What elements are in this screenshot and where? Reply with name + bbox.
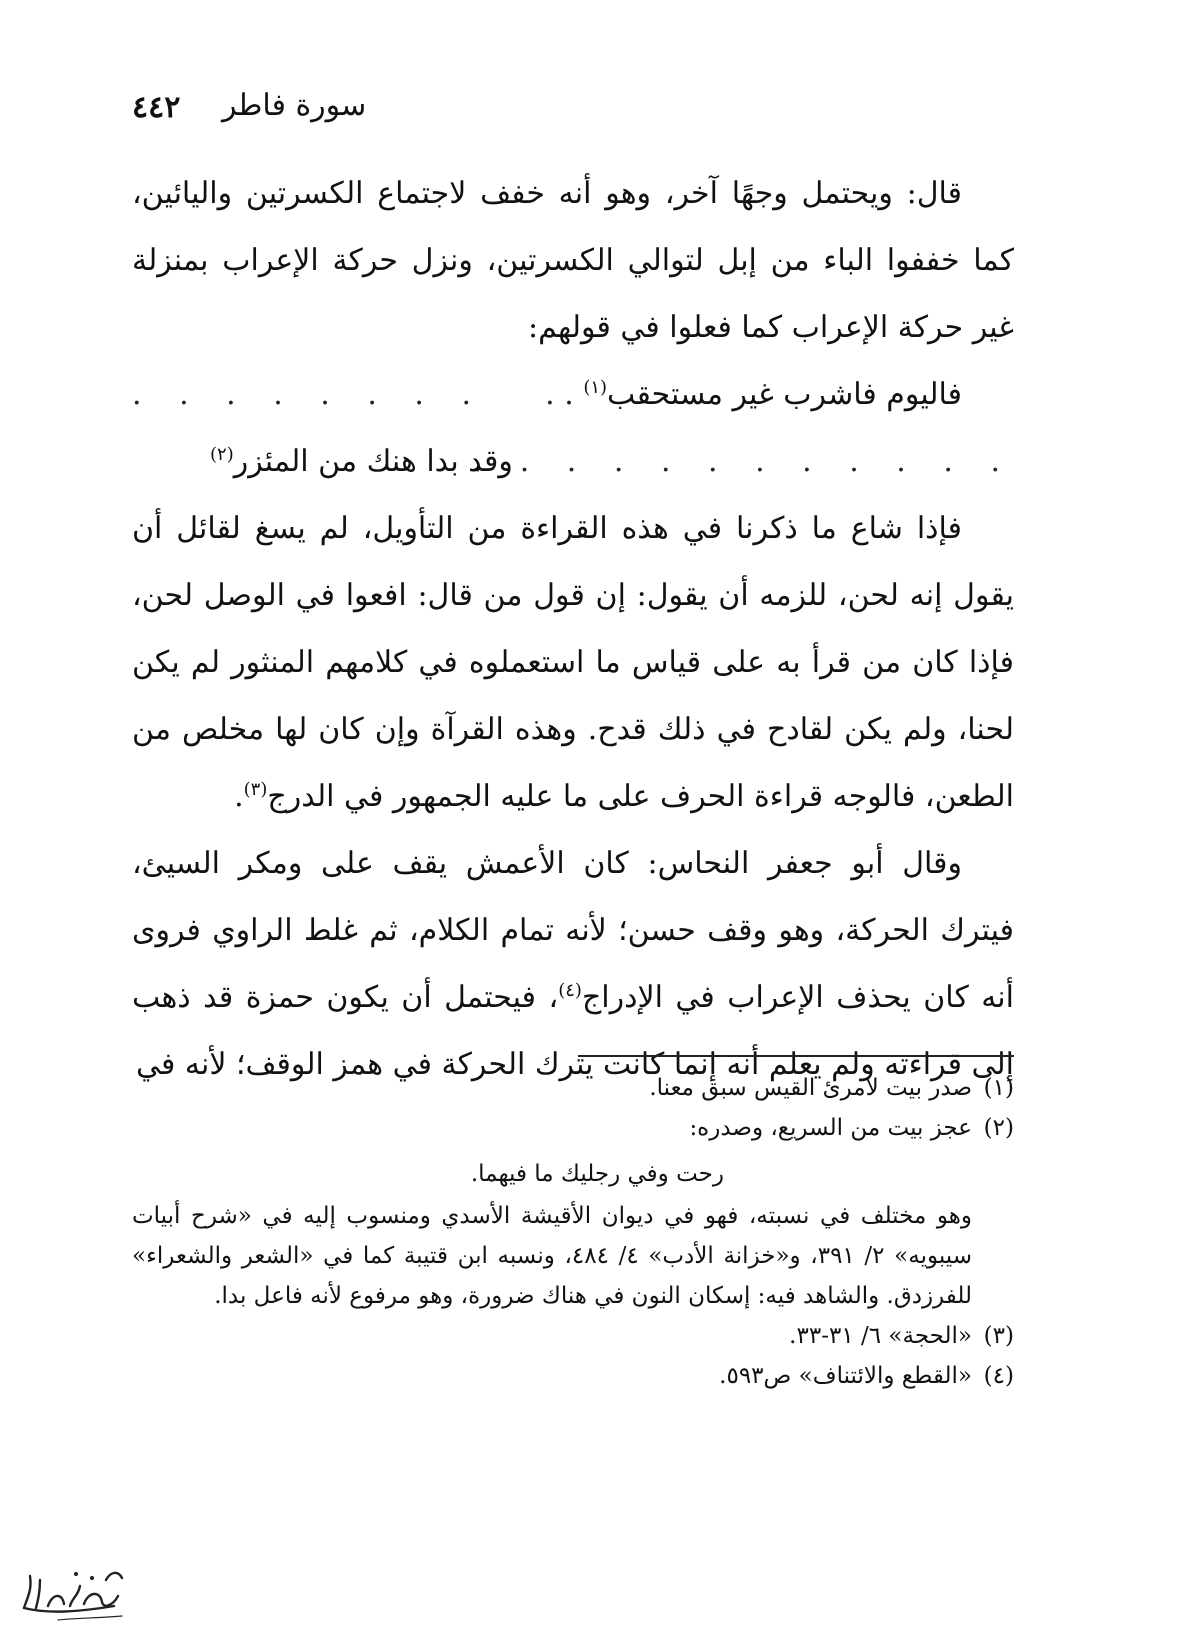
- footnote-2: (٢)عجز بيت من السريع، وصدره:: [689, 1115, 1014, 1141]
- paragraph-3: وقال أبو جعفر النحاس: كان الأعمش يقف على ومكر السيئ، فيترك الحركة، وهو وقف حسن؛ لأنه تمام الكلام، ثم غلط الراوي فروى أنه كان يحذف الإعراب في الإدراج$^{(٤)}$، فيحتمل أن يكون حمزة قد ذهب إلى قراءته ولم يعلم أنه إنما كانت يترك الحركة في همز الوقف؛ لأنه في: [132, 846, 1014, 1082]
- footnote-ref-1: (١): [583, 377, 608, 398]
- verse-2-dots: . . . . . . . . . . . .: [472, 444, 1014, 479]
- verse-1-text: فاليوم فاشرب غير مستحقب: [607, 377, 962, 412]
- paragraph-1: قال: ويحتمل وجهًا آخر، وهو أنه خفف لاجتماع الكسرتين واليائين، كما خففوا الباء من إبل لتوالي الكسرتين، ونزل حركة الإعراب بمنزلة غير حركة الإعراب كما فعلوا في قولهم:: [132, 176, 1014, 345]
- footnote-3: (٣)«الحجة» ٦/ ٣١-٣٣.: [789, 1323, 1014, 1349]
- publisher-logo: [18, 1556, 134, 1628]
- footnote-ref-4: (٤): [558, 980, 582, 1001]
- footnote-4: (٤)«القطع والائتناف» ص٥٩٣.: [719, 1363, 1014, 1389]
- footnote-separator: [578, 1055, 1014, 1057]
- footnotes: [132, 1068, 1014, 1396]
- page-number: ٤٤٢: [132, 90, 181, 125]
- footnote-2-verse: رحت وفي رجليك ما فيهما.: [470, 1161, 724, 1187]
- verse-1-dots: . .: [545, 377, 574, 412]
- verse-line-1: [132, 361, 1014, 428]
- footnote-ref-3: (٣): [243, 779, 268, 800]
- footnote-ref-2: (٢): [210, 444, 234, 465]
- paragraph-2: فإذا شاع ما ذكرنا في هذه القراءة من التأويل، لم يسغ لقائل أن يقول إنه لحن، للزمه أن يقول: إن قول من قال: افعوا في الوصل لحن، فإذا كان من قرأ به على قياس ما استعملوه في كلامهم المنثور لم يكن لحنا، ولم يكن لقادح في ذلك قدح. وهذه القرآة وإن كان لها مخلص من الطعن، فالوجه قراءة الحرف على ما عليه الجمهور في الدرج$^{(٣)}$.: [132, 511, 1014, 814]
- footnote-2-note: وهو مختلف في نسبته، فهو في ديوان الأقيشة الأسدي ومنسوب إليه في «شرح أبيات سيبويه» ٢/ ٣٩١، و«خزانة الأدب» ٤/ ٤٨٤، ونسبه ابن قتيبة كما في «الشعر والشعراء» للفرزدق. والشاهد فيه: إسكان النون في هناك ضرورة، وهو مرفوع لأنه فاعل بدا.: [132, 1203, 973, 1309]
- verse-2-text: وقد بدا هنك من المئزر: [233, 444, 513, 479]
- footnote-1: (١)صدر بيت لامرئ القيس سبق معنا.: [649, 1075, 1014, 1101]
- surah-title: سورة فاطر: [222, 88, 367, 123]
- main-text: [132, 160, 1014, 1098]
- verse-1-dots-left: . . . . . . . .: [132, 377, 486, 412]
- verse-line-2: [132, 428, 1014, 495]
